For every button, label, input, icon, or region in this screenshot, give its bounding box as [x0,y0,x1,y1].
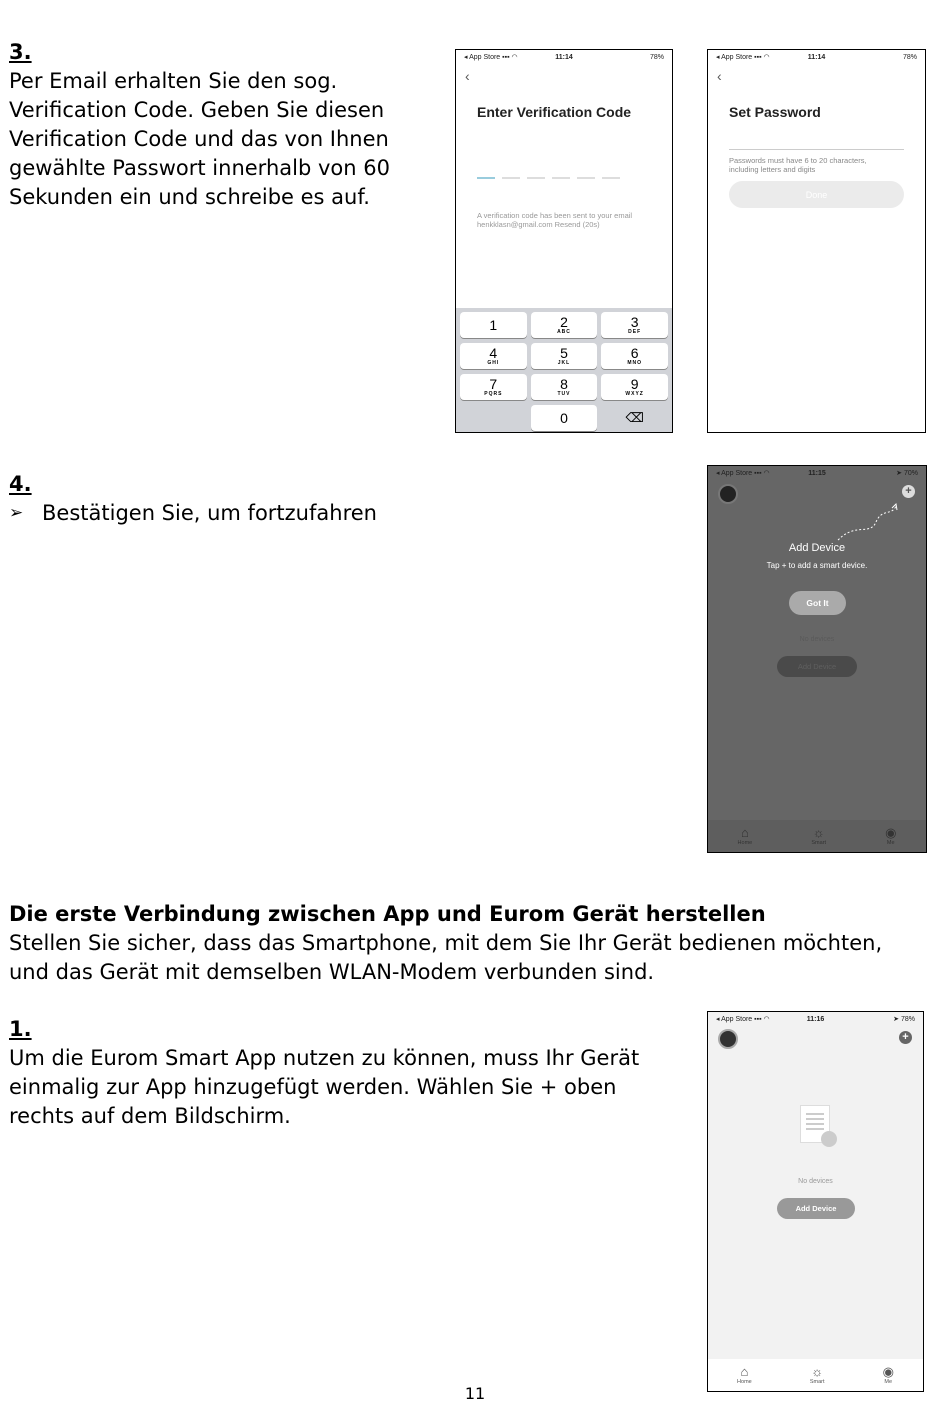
step-1-text [9,1044,639,1131]
back-chevron-icon[interactable]: ‹ [717,68,722,84]
text-line: Verification Code. Geben Sie diesen [9,98,385,122]
password-input[interactable] [729,149,904,150]
avatar[interactable] [718,1029,738,1049]
verification-title: Enter Verification Code [477,104,632,120]
status-battery: ➤ 78% [893,1016,915,1023]
verification-code-screenshot [455,49,673,433]
tab-home[interactable] [737,1365,752,1385]
key-8[interactable]: 8 TUV [531,374,598,400]
text-line: including letters and digits [729,165,816,174]
tab-label: Home [737,1379,752,1385]
text-line: Passwords must have 6 to 20 characters, [729,156,867,165]
status-battery: 78% [902,53,917,61]
key-9[interactable]: 9 WXYZ [601,374,668,400]
add-device-overlay-screenshot [707,465,927,853]
text-line: Verification Code und das von Ihnen [9,127,389,151]
add-device-button[interactable]: Add Device [777,656,857,677]
status-time: 11:15 [808,469,826,477]
key-1[interactable]: 1 [460,312,527,338]
set-password-screenshot [707,49,926,433]
sun-icon: ☼ [812,825,825,840]
home-icon: ⌂ [740,1364,749,1379]
section-text [9,929,882,987]
status-bar [708,1012,923,1026]
step-4-number: 4. [9,472,32,496]
overlay-title: Add Device [788,542,846,554]
key-0[interactable]: 0 [531,405,598,431]
key-7[interactable]: 7 PQRS [460,374,527,400]
status-time: 11:14 [807,53,826,61]
section-heading: Die erste Verbindung zwischen App und Eurom Gerät herstellen [9,902,766,926]
empty-document-icon [800,1105,830,1143]
status-bar [708,50,925,64]
tab-label: Me [884,1379,893,1385]
bullet-text: Bestätigen Sie, um fortzufahren [42,501,377,525]
status-bar [708,466,926,480]
tab-me[interactable] [883,1365,894,1385]
step-3-text [9,67,390,212]
set-password-title: Set Password [729,104,821,120]
text-line: rechts auf dem Bildschirm. [9,1104,291,1128]
sun-icon: ☼ [811,1364,824,1379]
status-bar [456,50,672,64]
status-carrier: ◂ App Store ▪▪▪ ◠ [716,54,770,61]
key-6[interactable]: 6 MNO [601,343,668,369]
user-icon: ◉ [882,1364,894,1379]
done-button[interactable]: Done [729,181,904,208]
tab-label: Smart [809,1379,825,1385]
status-time: 11:14 [555,53,573,61]
verification-info [477,211,632,229]
arrow-bullet-icon: ➢ [9,503,24,523]
step-3-number: 3. [9,40,32,64]
home-screen-screenshot [707,1011,924,1392]
dashed-arrow-icon [836,502,900,542]
back-chevron-icon[interactable]: ‹ [465,68,470,84]
key-3[interactable]: 3 DEF [601,312,668,338]
text-line: Sekunden ein und schreibe es auf. [9,185,370,209]
no-devices-label: No devices [799,636,835,643]
text-line: Um die Eurom Smart App nutzen zu können, muss Ihr Gerät [9,1046,640,1070]
tab-home[interactable] [738,826,753,846]
plus-icon[interactable]: + [902,485,915,498]
key-2[interactable]: 2 ABC [531,312,598,338]
status-battery: 78% [650,53,665,61]
user-icon: ◉ [885,825,897,840]
key-5[interactable]: 5 JKL [531,343,598,369]
tab-label: Smart [811,840,826,846]
tab-label: Home [737,840,753,846]
key-4[interactable]: 4 GHI [460,343,527,369]
text-line: Stellen Sie sicher, dass das Smartphone, mit dem Sie Ihr Gerät bedienen möchten, [9,931,883,955]
password-hint [729,156,867,174]
status-carrier: ◂ App Store ▪▪▪ ◠ [716,1016,770,1023]
status-time: 11:16 [806,1015,825,1023]
tab-smart[interactable] [810,1365,825,1385]
backspace-icon[interactable]: ⌫ [625,410,644,425]
text-line: und das Gerät mit demselben WLAN-Modem verbunden sind. [9,960,655,984]
no-devices-label: No devices [798,1178,833,1185]
tab-label: Me [886,840,895,846]
add-device-button[interactable]: Add Device [777,1198,855,1219]
text-line: einmalig zur App hinzugefügt werden. Wählen Sie + oben [9,1075,617,1099]
avatar[interactable] [718,484,738,504]
plus-icon[interactable]: + [899,1031,912,1044]
text-line: gewählte Passwort innerhalb von 60 [9,156,390,180]
page-number: 11 [464,1384,486,1403]
key-blank [460,405,527,431]
got-it-button[interactable]: Got It [789,591,846,615]
text-line: henkklasn@gmail.com Resend (20s) [477,220,600,229]
tab-me[interactable] [885,826,896,846]
step-1-number: 1. [9,1017,32,1041]
status-battery: ➤ 70% [896,470,918,477]
overlay-subtitle: Tap + to add a smart device. [766,561,868,570]
home-icon: ⌂ [740,825,749,840]
tab-bar [708,820,926,852]
status-carrier: ◂ App Store ▪▪▪ ◠ [716,470,770,477]
text-line: Per Email erhalten Sie den sog. [9,69,338,93]
tab-smart[interactable] [811,826,826,846]
numeric-keypad [456,308,672,432]
step-4-bullet [9,499,377,528]
text-line: A verification code has been sent to your email [477,211,633,220]
code-input[interactable] [477,177,620,179]
status-carrier: ◂ App Store ▪▪▪ ◠ [464,54,518,61]
